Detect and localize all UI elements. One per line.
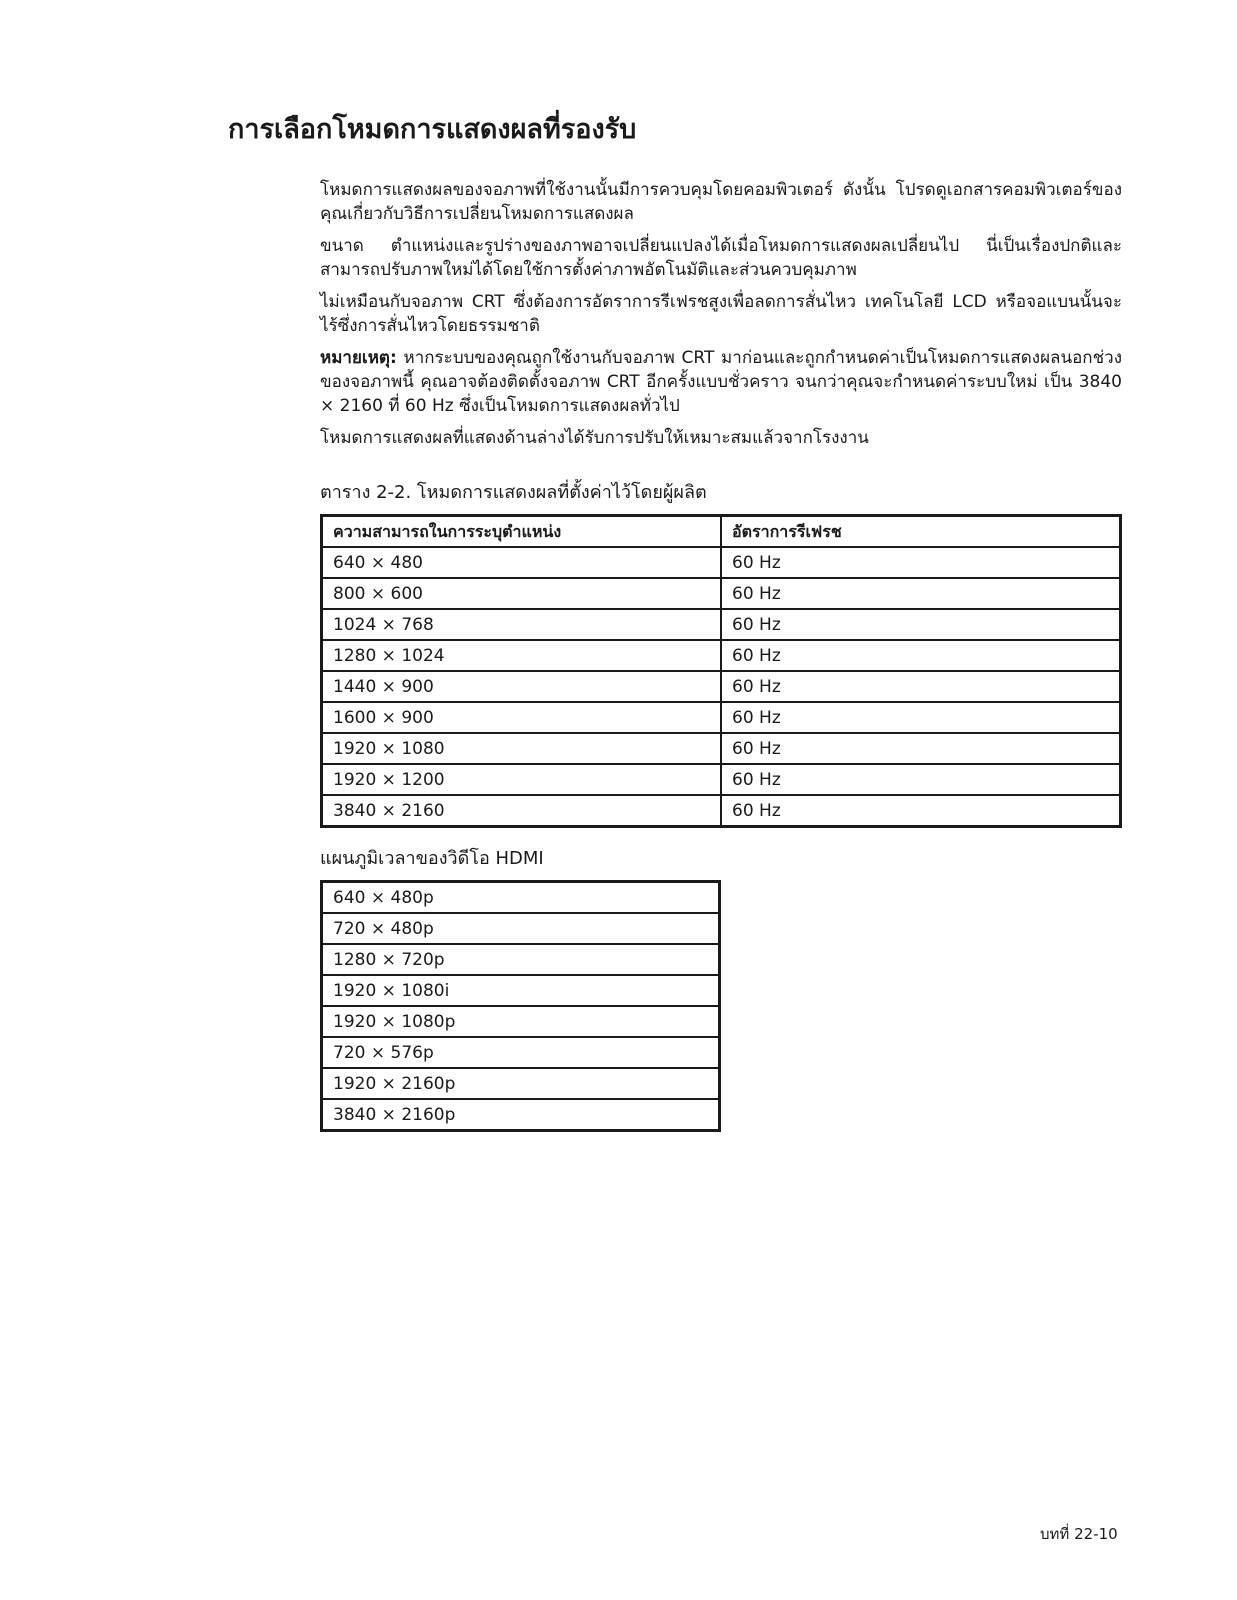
table-row — [322, 1037, 720, 1068]
hdmi-timing-cell: 640 × 480p — [322, 882, 720, 914]
resolution-cell: 1920 × 1200 — [322, 764, 722, 795]
modes-table-caption: ตาราง 2-2. โหมดการแสดงผลที่ตั้งค่าไว้โดยผู้ผลิต — [320, 482, 707, 503]
header-addressability: ความสามารถในการระบุตำแหน่ง — [322, 516, 722, 548]
table-row — [322, 609, 1121, 640]
refresh-rate-cell: 60 Hz — [721, 609, 1121, 640]
hdmi-timing-cell: 1920 × 1080p — [322, 1006, 720, 1037]
hdmi-timing-cell: 1920 × 1080i — [322, 975, 720, 1006]
hdmi-timing-cell: 720 × 576p — [322, 1037, 720, 1068]
refresh-rate-cell: 60 Hz — [721, 795, 1121, 827]
resolution-cell: 1280 × 1024 — [322, 640, 722, 671]
resolution-cell: 1024 × 768 — [322, 609, 722, 640]
table-row — [322, 882, 720, 914]
resolution-cell: 1920 × 1080 — [322, 733, 722, 764]
table-row — [322, 1006, 720, 1037]
hdmi-table-caption: แผนภูมิเวลาของวิดีโอ HDMI — [320, 848, 544, 869]
table-row — [322, 913, 720, 944]
refresh-rate-cell: 60 Hz — [721, 671, 1121, 702]
display-modes-table — [320, 514, 1122, 828]
refresh-rate-cell: 60 Hz — [721, 733, 1121, 764]
table-row — [322, 671, 1121, 702]
table-row — [322, 733, 1121, 764]
table-row — [322, 795, 1121, 827]
resolution-cell: 1440 × 900 — [322, 671, 722, 702]
note-paragraph — [320, 346, 1122, 418]
header-refresh-rate: อัตราการรีเฟรช — [721, 516, 1121, 548]
refresh-rate-cell: 60 Hz — [721, 547, 1121, 578]
table-row — [322, 1068, 720, 1099]
page-title: การเลือกโหมดการแสดงผลที่รองรับ — [228, 114, 637, 145]
hdmi-timing-cell: 1280 × 720p — [322, 944, 720, 975]
main-content — [320, 178, 1122, 1132]
table-row — [322, 702, 1121, 733]
table-row — [322, 764, 1121, 795]
note-text: หากระบบของคุณถูกใช้งานกับจอภาพ CRT มาก่อนและถูกกำหนดค่าเป็นโหมดการแสดงผลนอกช่วงของจอภาพนี้ คุณอาจต้องติดตั้งจอภาพ CRT อีกครั้งแบบชั่วคราว จนกว่าคุณจะกำหนดค่าระบบใหม่ เป็น 3840 × 2160 ที่ 60 Hz ซึ่งเป็นโหมดการแสดงผลทั่วไป — [320, 348, 1122, 416]
refresh-rate-cell: 60 Hz — [721, 702, 1121, 733]
refresh-rate-cell: 60 Hz — [721, 578, 1121, 609]
table-row — [322, 547, 1121, 578]
resolution-cell: 3840 × 2160 — [322, 795, 722, 827]
hdmi-timing-cell: 1920 × 2160p — [322, 1068, 720, 1099]
page-number: บทที่ 22-10 — [1040, 1525, 1118, 1543]
paragraph-factory-optimized: โหมดการแสดงผลที่แสดงด้านล่างได้รับการปรับให้เหมาะสมแล้วจากโรงงาน — [320, 428, 869, 448]
resolution-cell: 800 × 600 — [322, 578, 722, 609]
table-row — [322, 975, 720, 1006]
resolution-cell: 640 × 480 — [322, 547, 722, 578]
table-row — [322, 944, 720, 975]
table-row — [322, 640, 1121, 671]
hdmi-timing-cell: 720 × 480p — [322, 913, 720, 944]
hdmi-timing-cell: 3840 × 2160p — [322, 1099, 720, 1131]
refresh-rate-cell: 60 Hz — [721, 640, 1121, 671]
paragraph-display-mode-control: โหมดการแสดงผลของจอภาพที่ใช้งานนั้นมีการควบคุมโดยคอมพิวเตอร์ ดังนั้น โปรดดูเอกสารคอมพิวเตอร์ของคุณเกี่ยวกับวิธีการเปลี่ยนโหมดการแสดงผล — [320, 180, 1122, 224]
hdmi-timings-table — [320, 880, 721, 1132]
paragraph-flicker-free: ไม่เหมือนกับจอภาพ CRT ซึ่งต้องการอัตราการรีเฟรชสูงเพื่อลดการสั่นไหว เทคโนโลยี LCD หรือจอแบนนั้นจะไร้ซึ่งการสั่นไหวโดยธรรมชาติ — [320, 292, 1122, 336]
note-label: หมายเหตุ: — [320, 348, 397, 368]
table-header-row — [322, 516, 1121, 548]
resolution-cell: 1600 × 900 — [322, 702, 722, 733]
paragraph-image-size-change: ขนาด ตำแหน่งและรูปร่างของภาพอาจเปลี่ยนแปลงได้เมื่อโหมดการแสดงผลเปลี่ยนไป นี่เป็นเรื่องปกติและสามารถปรับภาพใหม่ได้โดยใช้การตั้งค่าภาพอัตโนมัติและส่วนควบคุมภาพ — [320, 236, 1122, 280]
table-row — [322, 578, 1121, 609]
refresh-rate-cell: 60 Hz — [721, 764, 1121, 795]
table-row — [322, 1099, 720, 1131]
